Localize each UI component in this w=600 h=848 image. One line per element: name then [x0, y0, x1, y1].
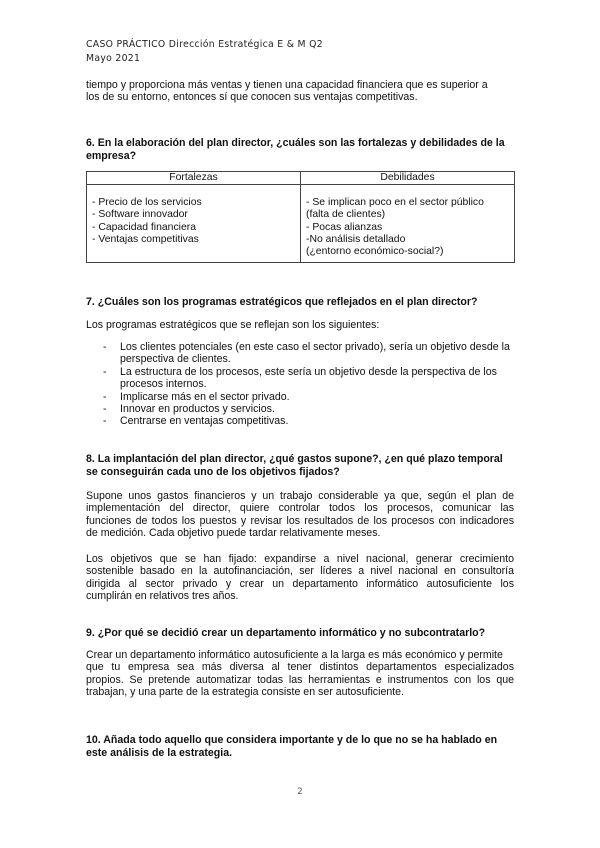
- paragraph-line: dirigida al sector privado y crear un departamento informático autosuficiente los: [86, 577, 514, 590]
- header-date: Mayo 2021: [86, 53, 141, 64]
- bullet-dash: -: [103, 403, 107, 416]
- list-item: [103, 403, 514, 415]
- paragraph-line: cumplirán en relativos tres años.: [86, 590, 239, 603]
- list-item-text: Innovar en productos y servicios.: [120, 403, 275, 416]
- paragraph-line: de medición. Cada objetivo puede tardar relativamente meses.: [86, 527, 381, 540]
- page-number: 2: [297, 787, 303, 797]
- header-title: CASO PRÁCTICO Dirección Estratégica E & M Q2: [86, 39, 323, 50]
- weakness-item: -No análisis detallado: [306, 233, 406, 245]
- q10-heading: 10. Añada todo aquello que considera importante y de lo que no se ha hablado en este análisis de la estrategia.: [86, 734, 498, 759]
- q6-heading: 6. En la elaboración del plan director, ¿cuáles son las fortalezas y debilidades de la empresa?: [86, 137, 505, 162]
- paragraph-line: trabajan, y una parte de la estrategia consiste en ser autosuficiente.: [86, 686, 405, 699]
- list-item-text: Implicarse más en el sector privado.: [120, 390, 290, 403]
- list-item: [103, 391, 514, 403]
- paragraph-line: implementación del director, quiere controlar todos los procesos, comunicar las: [86, 502, 514, 515]
- bullet-dash: -: [103, 415, 107, 428]
- q8-heading: 8. La implantación del plan director, ¿qué gastos supone?, ¿en qué plazo temporal se conseguirán cada uno de los objetivos fijados?: [86, 453, 503, 478]
- q9-heading: 9. ¿Por qué se decidió crear un departamento informático y no subcontratarlo?: [86, 627, 486, 639]
- q8-paragraph-1: [86, 490, 514, 540]
- paragraph-line: propios. Se pretende automatizar todas las herramientas e instrumentos con los que: [86, 673, 514, 686]
- weakness-item: - Se implican poco en el sector público: [306, 197, 484, 209]
- bullet-dash: -: [103, 365, 107, 378]
- bullet-dash: -: [103, 390, 107, 403]
- paragraph-line: Los objetivos que se han fijado: expandirse a nivel nacional, generar crecimiento: [86, 553, 514, 565]
- strength-item: - Precio de los servicios: [92, 197, 202, 209]
- list-item: [103, 341, 514, 366]
- q7-heading: 7. ¿Cuáles son los programas estratégicos que reflejados en el plan director?: [86, 296, 478, 308]
- list-item: [103, 366, 514, 391]
- paragraph-line: funciones de todos los puestos y revisar los resultados de los procesos con indicadores: [86, 514, 514, 527]
- list-item-text: Los clientes potenciales (en este caso el sector privado), sería un objetivo desde la perspectiva de clientes.: [120, 341, 510, 366]
- intro-line: los de su entorno, entonces sí que conocen sus ventajas competitivas.: [86, 91, 418, 104]
- q7-intro: Los programas estratégicos que se reflejan son los siguientes:: [86, 319, 380, 331]
- weaknesses-cell: [301, 185, 515, 263]
- strengths-header: Fortalezas: [87, 172, 301, 185]
- weakness-item: - Pocas alianzas: [306, 221, 383, 233]
- strength-item: - Software innovador: [92, 209, 188, 221]
- weakness-item: (falta de clientes): [306, 209, 386, 221]
- list-item: [103, 415, 514, 427]
- paragraph-line: Supone unos gastos financieros y un trabajo considerable ya que, según el plan de: [86, 490, 514, 502]
- strengths-weaknesses-table: [86, 171, 515, 263]
- intro-paragraph: [86, 79, 514, 104]
- paragraph-line: sostenible basado en la autofinanciación, ser líderes a nivel nacional en consultoría: [86, 565, 514, 578]
- paragraph-line: Crear un departamento informático autosuficiente a la larga es más económico y permite: [86, 649, 503, 661]
- bullet-dash: -: [103, 341, 107, 353]
- strength-item: - Ventajas competitivas: [92, 233, 199, 245]
- q9-paragraph: [86, 649, 514, 699]
- q8-paragraph-2: [86, 553, 514, 603]
- strategic-programs-list: [103, 341, 514, 428]
- strength-item: - Capacidad financiera: [92, 221, 196, 233]
- weaknesses-header: Debilidades: [301, 172, 515, 185]
- list-item-text: Centrarse en ventajas competitivas.: [120, 415, 289, 428]
- strengths-cell: [87, 185, 301, 263]
- paragraph-line: que tu empresa sea más diversa al tener distintos departamentos especializados: [86, 661, 514, 674]
- list-item-text: La estructura de los procesos, este sería un objetivo desde la perspectiva de los procesos internos.: [120, 365, 497, 391]
- weakness-item: (¿entorno económico-social?): [306, 246, 444, 258]
- intro-line: tiempo y proporciona más ventas y tienen una capacidad financiera que es superior a: [86, 79, 488, 91]
